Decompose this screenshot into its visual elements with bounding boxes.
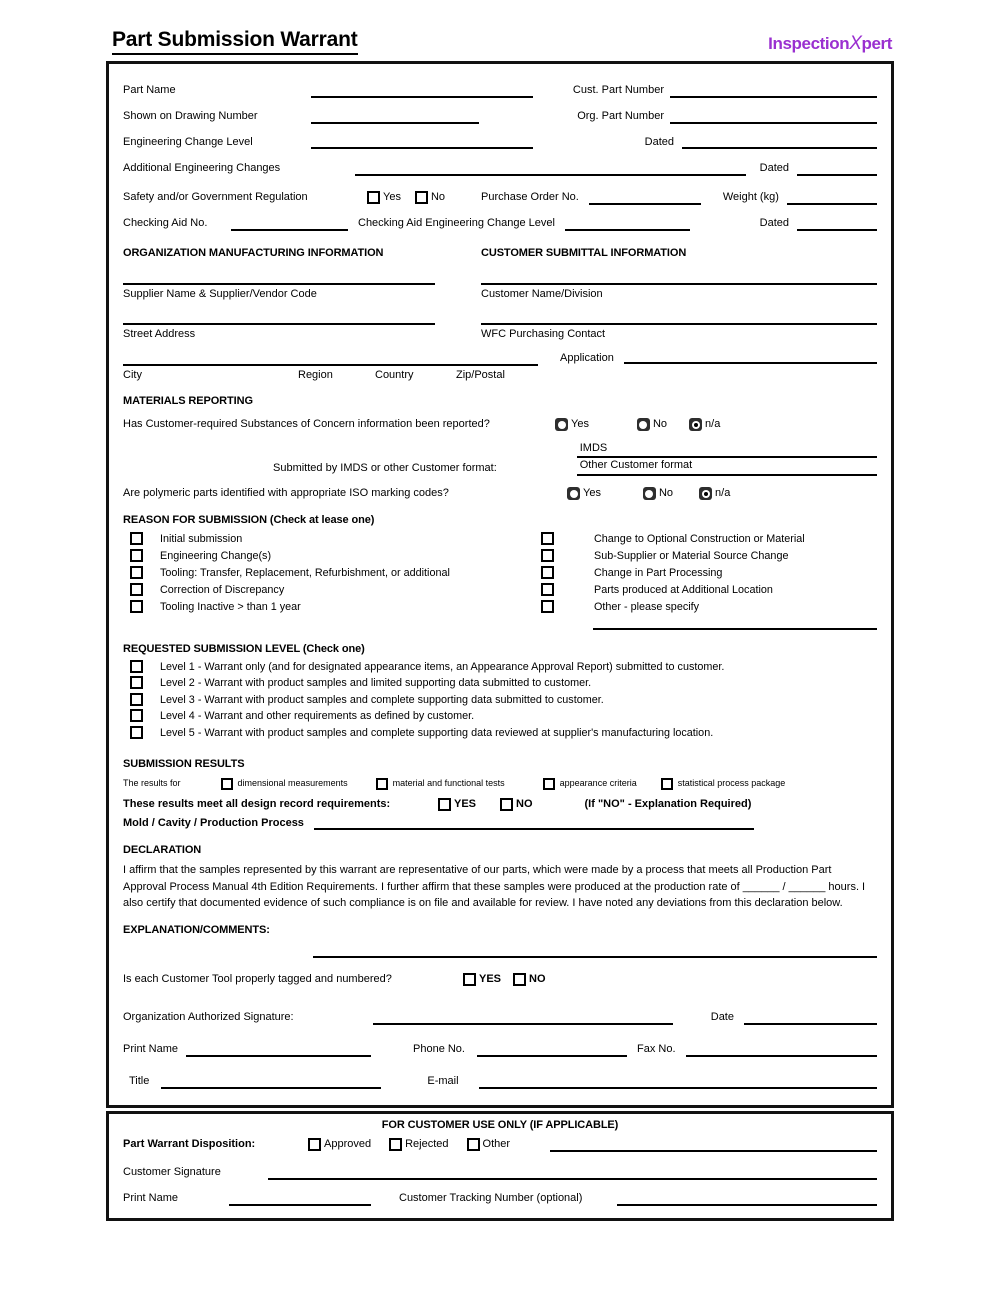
dated-field-3[interactable] [797, 226, 877, 231]
results-no-checkbox[interactable] [500, 798, 513, 811]
customer-signature-label: Customer Signature [123, 1166, 221, 1179]
page-title: Part Submission Warrant [112, 28, 358, 55]
level-4-checkbox[interactable] [130, 709, 143, 722]
q1-no-label: No [652, 417, 668, 430]
reason-left-label: Tooling: Transfer, Replacement, Refurbishment, or additional [160, 567, 450, 579]
other-format-label: Other Customer format [579, 459, 693, 472]
title-field[interactable] [161, 1084, 381, 1089]
q2-yes-label: Yes [583, 487, 601, 499]
org-signature-label: Organization Authorized Signature: [123, 1011, 294, 1024]
submission-results-heading: SUBMISSION RESULTS [123, 757, 245, 770]
q1-no-radio[interactable] [637, 418, 650, 431]
reason-left-label: Correction of Discrepancy [160, 584, 285, 596]
tracking-number-label: Customer Tracking Number (optional) [399, 1192, 583, 1204]
safety-reg-label: Safety and/or Government Regulation [123, 191, 308, 204]
email-field[interactable] [479, 1084, 877, 1089]
customer-info-heading: CUSTOMER SUBMITTAL INFORMATION [481, 246, 687, 259]
reason-additional-location-checkbox[interactable] [541, 583, 554, 596]
results-appearance-checkbox[interactable] [543, 778, 555, 790]
disposition-approved-label: Approved [324, 1138, 372, 1151]
results-intro-label: The results for [123, 778, 181, 789]
application-field[interactable] [624, 359, 877, 364]
weight-field[interactable] [787, 200, 877, 205]
results-note-label: (If "NO" - Explanation Required) [584, 797, 752, 810]
org-part-number-field[interactable] [670, 119, 877, 124]
safety-no-checkbox[interactable] [415, 191, 428, 204]
disposition-label: Part Warrant Disposition: [123, 1138, 256, 1151]
customer-print-name-field[interactable] [229, 1201, 371, 1206]
shown-on-drawing-field[interactable] [311, 119, 479, 124]
customer-signature-field[interactable] [268, 1175, 877, 1180]
disposition-rejected-checkbox[interactable] [389, 1138, 402, 1151]
customer-name-label: Customer Name/Division [481, 287, 603, 300]
level-1-checkbox[interactable] [130, 660, 143, 673]
results-no-label: NO [516, 797, 533, 810]
org-part-number-label: Org. Part Number [577, 109, 664, 122]
reason-optional-construction-checkbox[interactable] [541, 532, 554, 545]
supplier-name-label: Supplier Name & Supplier/Vendor Code [123, 287, 317, 300]
city-region-field[interactable] [123, 364, 538, 381]
reason-right-label: Sub-Supplier or Material Source Change [594, 550, 789, 562]
dated-label-2: Dated [759, 162, 789, 175]
checking-aid-ecl-label: Checking Aid Engineering Change Level [358, 217, 555, 229]
fax-field[interactable] [686, 1052, 878, 1057]
reason-right-label: Other - please specify [594, 601, 700, 613]
level-3-checkbox[interactable] [130, 693, 143, 706]
materials-q2-label: Are polymeric parts identified with appropriate ISO marking codes? [123, 487, 449, 499]
reason-right-label: Parts produced at Additional Location [594, 584, 773, 596]
safety-yes-label: Yes [383, 191, 401, 204]
eng-change-level-field[interactable] [311, 144, 533, 149]
country-label: Country [375, 369, 414, 381]
reason-part-processing-checkbox[interactable] [541, 566, 554, 579]
disposition-other-label: Other [482, 1138, 511, 1151]
dated-label-3: Dated [759, 217, 789, 229]
checking-aid-no-field[interactable] [231, 226, 348, 231]
q1-yes-label: Yes [571, 417, 589, 430]
results-check-label: statistical process package [677, 778, 786, 789]
results-material-checkbox[interactable] [376, 778, 388, 790]
results-check-label: material and functional tests [392, 778, 505, 789]
email-label: E-mail [427, 1074, 459, 1087]
reason-left-label: Engineering Change(s) [160, 550, 272, 562]
level-label: Level 5 - Warrant with product samples and complete supporting data reviewed at supplier's manufacturing location. [160, 726, 714, 739]
street-address-field[interactable] [123, 323, 435, 342]
print-name-label: Print Name [123, 1043, 179, 1055]
date-label: Date [710, 1011, 734, 1024]
reason-heading: REASON FOR SUBMISSION (Check at lease one) [123, 513, 375, 526]
application-label: Application [560, 352, 614, 364]
part-name-label: Part Name [123, 84, 176, 96]
safety-no-label: No [430, 191, 446, 204]
tool-yes-checkbox[interactable] [463, 973, 476, 986]
eng-change-level-label: Engineering Change Level [123, 135, 253, 148]
street-address-label: Street Address [123, 328, 196, 341]
reason-discrepancy-checkbox[interactable] [130, 583, 143, 596]
zip-postal-label: Zip/Postal [456, 369, 505, 381]
masthead [112, 28, 892, 55]
print-name-field[interactable] [186, 1052, 371, 1057]
imds-field[interactable] [577, 442, 877, 459]
dated-field-1[interactable] [682, 144, 877, 149]
imds-label: IMDS [579, 441, 608, 454]
checking-aid-ecl-field[interactable] [565, 226, 690, 231]
tool-no-label: NO [529, 973, 546, 986]
warrant-form [106, 61, 894, 1108]
disposition-other-field[interactable] [550, 1147, 877, 1152]
level-label: Level 1 - Warrant only (and for designated appearance items, an Appearance Approval Report) submitted to customer. [160, 660, 725, 673]
q2-no-label: No [658, 487, 674, 499]
level-label: Level 4 - Warrant and other requirements as defined by customer. [160, 710, 475, 722]
purchasing-contact-label: WFC Purchasing Contact [481, 328, 606, 341]
shown-on-drawing-label: Shown on Drawing Number [123, 109, 258, 122]
disposition-other-checkbox[interactable] [467, 1138, 480, 1151]
additional-changes-label: Additional Engineering Changes [123, 162, 281, 175]
cust-part-number-label: Cust. Part Number [572, 84, 664, 96]
inspectionxpert-logo [768, 33, 892, 55]
logo-text-post: pert [861, 34, 892, 53]
submitted-by-label: Submitted by IMDS or other Customer format: [273, 462, 497, 475]
level-label: Level 3 - Warrant with product samples and complete supporting data submitted to customer. [160, 693, 604, 706]
level-2-checkbox[interactable] [130, 676, 143, 689]
weight-label: Weight (kg) [722, 191, 779, 204]
q2-yes-radio[interactable] [567, 487, 580, 500]
tool-no-checkbox[interactable] [513, 973, 526, 986]
results-yes-label: YES [454, 797, 477, 810]
declaration-heading: DECLARATION [123, 844, 202, 857]
region-label: Region [298, 369, 333, 381]
declaration-text: I affirm that the samples represented by this warrant are representative of our parts, which were made by a process that meets all Production Part Approval Process Manual 4th Edition Requirements. I further affirm that these samples were produced at the production rate of ______ / ______ hours. I also certify that documented evidence of such compliance is on file and available for review. I have noted any deviations from this declaration below. [123, 864, 866, 909]
reason-tooling-inactive-checkbox[interactable] [130, 600, 143, 613]
tool-question-label: Is each Customer Tool properly tagged and numbered? [123, 973, 392, 986]
results-check-label: dimensional measurements [237, 778, 348, 789]
mold-cavity-label: Mold / Cavity / Production Process [123, 816, 304, 829]
materials-q1-label: Has Customer-required Substances of Concern information been reported? [123, 417, 490, 430]
results-dimensional-checkbox[interactable] [221, 778, 233, 790]
q2-na-label: n/a [715, 487, 731, 499]
customer-use-section [106, 1111, 894, 1221]
org-info-heading: ORGANIZATION MANUFACTURING INFORMATION [123, 246, 384, 259]
reason-tooling-transfer-checkbox[interactable] [130, 566, 143, 579]
other-format-field[interactable] [577, 458, 877, 476]
purchase-order-field[interactable] [589, 200, 701, 205]
comments-heading: EXPLANATION/COMMENTS: [123, 923, 270, 936]
purchasing-contact-field[interactable] [481, 323, 877, 342]
reason-left-label: Initial submission [160, 533, 243, 545]
tracking-number-field[interactable] [617, 1201, 877, 1206]
logo-text-pre: Inspection [768, 34, 850, 53]
results-yes-checkbox[interactable] [438, 798, 451, 811]
city-label: City [123, 369, 142, 381]
results-statistical-checkbox[interactable] [661, 778, 673, 790]
comments-field[interactable] [313, 953, 877, 958]
results-check-label: appearance criteria [559, 778, 637, 789]
results-meet-label: These results meet all design record requirements: [123, 797, 391, 810]
checking-aid-no-label: Checking Aid No. [123, 217, 208, 229]
q1-yes-radio[interactable] [555, 418, 568, 431]
part-name-field[interactable] [311, 93, 533, 98]
supplier-name-field[interactable] [123, 283, 435, 302]
reason-other-checkbox[interactable] [541, 600, 554, 613]
dated-label-1: Dated [644, 135, 674, 148]
title-label: Title [129, 1074, 150, 1087]
submission-level-heading: REQUESTED SUBMISSION LEVEL (Check one) [123, 642, 365, 655]
q1-na-label: n/a [705, 417, 721, 430]
phone-field[interactable] [477, 1052, 627, 1057]
q1-na-radio[interactable] [689, 418, 702, 431]
q2-na-radio[interactable] [699, 487, 712, 500]
q2-no-radio[interactable] [643, 487, 656, 500]
materials-heading: MATERIALS REPORTING [123, 395, 253, 407]
logo-x-glyph: X [849, 33, 862, 54]
customer-use-heading: FOR CUSTOMER USE ONLY (IF APPLICABLE) [381, 1118, 619, 1131]
tool-yes-label: YES [479, 973, 502, 986]
disposition-approved-checkbox[interactable] [308, 1138, 321, 1151]
safety-yes-checkbox[interactable] [367, 191, 380, 204]
level-5-checkbox[interactable] [130, 726, 143, 739]
reason-sub-supplier-checkbox[interactable] [541, 549, 554, 562]
cust-part-number-field[interactable] [670, 93, 877, 98]
org-signature-field[interactable] [373, 1020, 673, 1025]
reason-initial-checkbox[interactable] [130, 532, 143, 545]
reason-left-label: Tooling Inactive > than 1 year [160, 601, 301, 613]
reason-right-label: Change to Optional Construction or Material [594, 533, 805, 545]
fax-label: Fax No. [636, 1043, 676, 1055]
level-label: Level 2 - Warrant with product samples and limited supporting data submitted to customer. [160, 677, 592, 689]
customer-print-name-label: Print Name [123, 1192, 179, 1204]
dated-field-2[interactable] [797, 171, 877, 176]
additional-changes-field[interactable] [355, 171, 746, 176]
date-field[interactable] [744, 1020, 877, 1025]
reason-right-label: Change in Part Processing [594, 567, 723, 579]
reason-other-field[interactable] [593, 625, 877, 630]
disposition-rejected-label: Rejected [405, 1138, 449, 1151]
phone-label: Phone No. [413, 1043, 465, 1055]
customer-name-field[interactable] [481, 283, 877, 302]
purchase-order-label: Purchase Order No. [481, 191, 579, 204]
reason-eng-change-checkbox[interactable] [130, 549, 143, 562]
mold-cavity-field[interactable] [314, 825, 754, 830]
